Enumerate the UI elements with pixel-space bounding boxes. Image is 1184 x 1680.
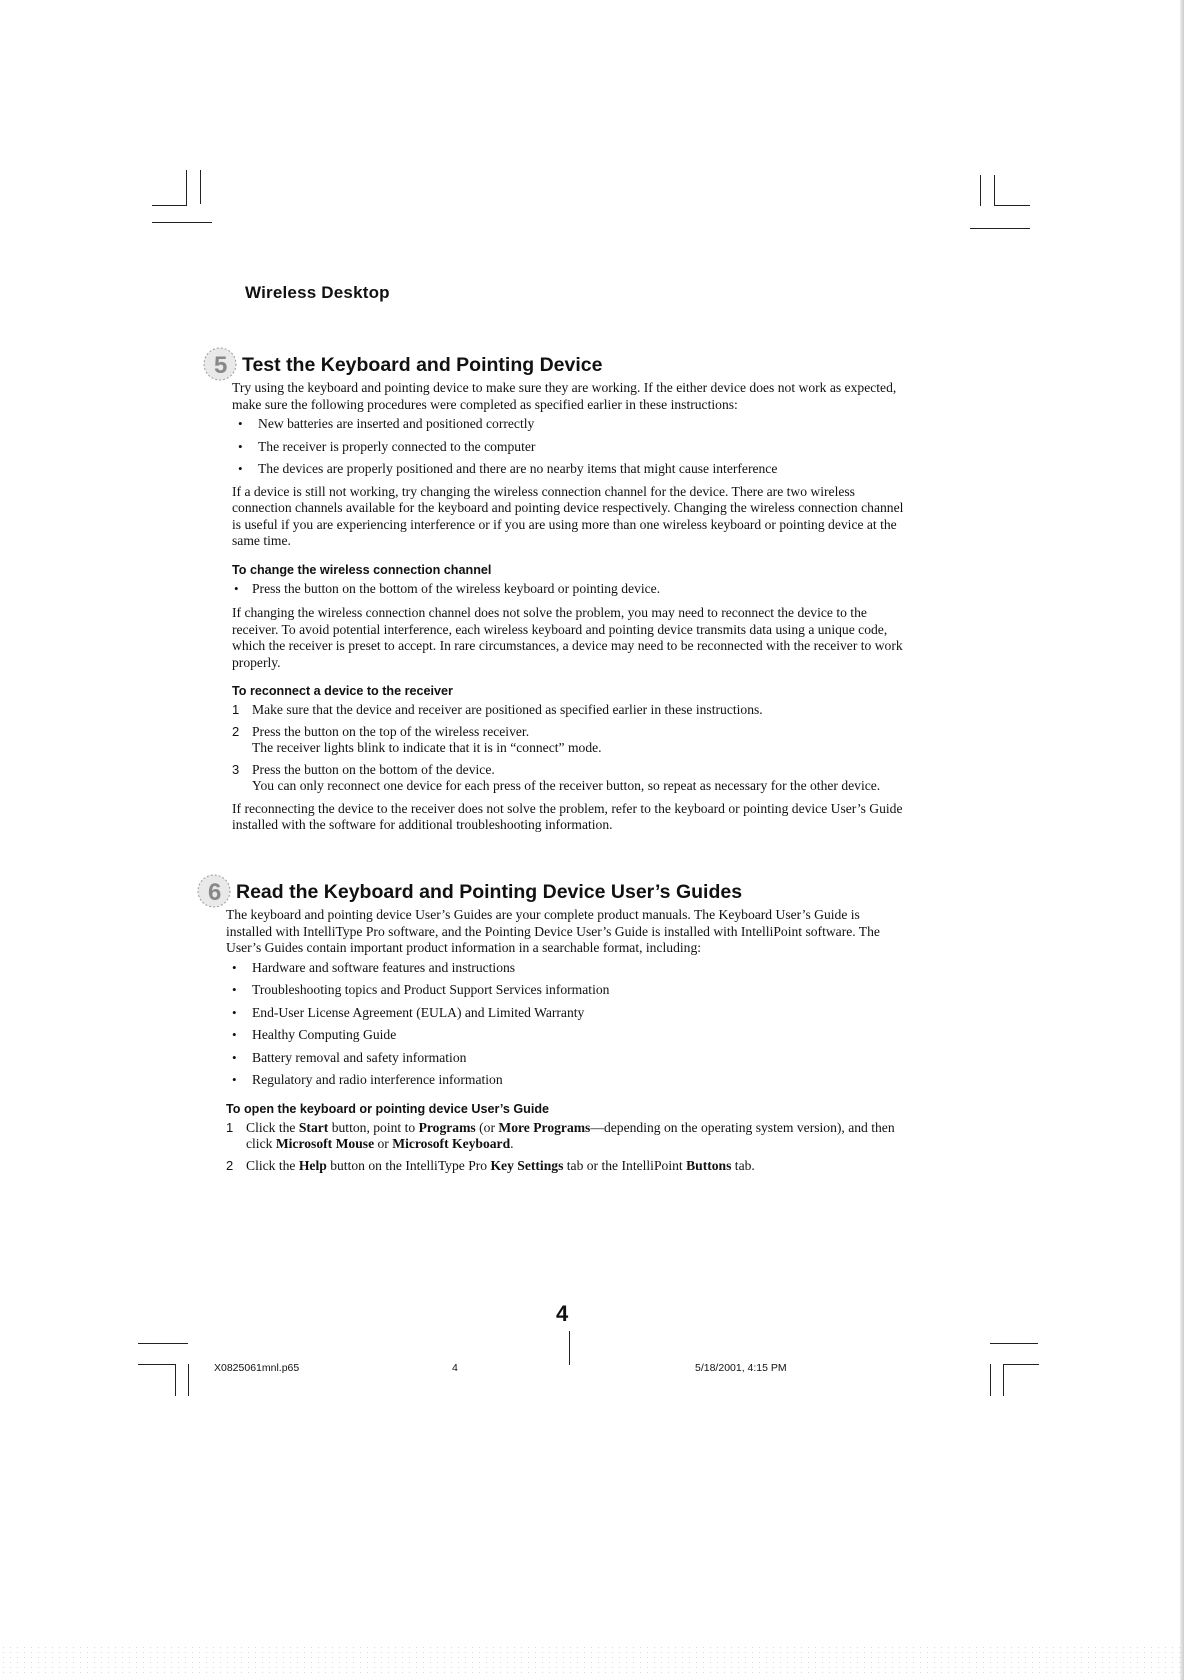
crop-mark (138, 1343, 188, 1344)
crop-mark (994, 175, 995, 206)
crop-mark (138, 1364, 176, 1365)
step-text: tab or the IntelliPoint (563, 1157, 687, 1173)
crop-mark (1003, 1364, 1039, 1365)
footer-page: 4 (452, 1362, 458, 1374)
list-item: • Hardware and software features and instructions (232, 959, 516, 975)
scan-noise (0, 1645, 1184, 1675)
list-item: • Battery removal and safety information (232, 1049, 467, 1065)
step-note: The receiver lights blink to indicate that it is in “connect” mode. (252, 740, 602, 755)
running-header: Wireless Desktop (245, 283, 390, 302)
subhead-open-guide: To open the keyboard or pointing device User’s Guide (226, 1101, 550, 1116)
footer-datetime: 5/18/2001, 4:15 PM (695, 1362, 787, 1374)
open-guide-steps (226, 1120, 904, 1175)
list-item: • New batteries are inserted and positioned correctly (238, 416, 535, 431)
section-read-guides (208, 879, 904, 1180)
guide-contents-list (226, 960, 904, 1089)
page-number: 4 (556, 1301, 569, 1326)
list-item: • Regulatory and radio interference information (232, 1072, 503, 1087)
crop-mark (188, 1364, 189, 1396)
crop-mark (990, 1343, 1038, 1344)
step-item (232, 762, 904, 795)
crop-mark (200, 170, 201, 204)
step-text: (or (475, 1119, 499, 1135)
list-item-text: Press the button on the bottom of the wireless keyboard or pointing device. (252, 580, 661, 596)
step-badge-5-icon (202, 346, 242, 382)
step-number: 3 (232, 761, 240, 777)
step-text: button on the IntelliType Pro (326, 1157, 491, 1173)
step-item (232, 702, 904, 719)
step-text: —depending on the operating system version), and then click (246, 1119, 895, 1151)
list-item: • The devices are properly positioned and there are no nearby items that might cause interference (238, 461, 778, 476)
reconnect-paragraph: If changing the wireless connection channel does not solve the problem, you may need to reconnect the device to the receiver. To avoid potential interference, each wireless keyboard and pointing device transmits data using a unique code, which the receiver is preset to accept. In rare circumstances, a device may need to be reconnected with the receiver to work properly. (232, 605, 903, 670)
crop-mark (980, 175, 981, 206)
list-item-text: The receiver is properly connected to the computer (258, 438, 536, 454)
list-item-text: Battery removal and safety information (252, 1049, 467, 1065)
list-item: • Healthy Computing Guide (232, 1027, 397, 1042)
list-item-text: Healthy Computing Guide (252, 1027, 397, 1042)
channel-paragraph: If a device is still not working, try changing the wireless connection channel for the device. There are two wireless connection channels available for the keyboard and pointing device respectively. Changing the wireless connection channel is useful if you are experiencing interference or if you are using more than one wireless keyboard or pointing device at the same time. (232, 483, 904, 548)
ui-term-more-programs: More Programs (498, 1119, 591, 1135)
list-item-text: Hardware and software features and instructions (252, 959, 516, 975)
list-item: • The receiver is properly connected to the computer (238, 438, 536, 454)
crop-mark (1003, 1364, 1004, 1396)
step-number: 2 (232, 723, 240, 739)
crop-mark (152, 205, 187, 206)
crop-mark (175, 1364, 176, 1396)
list-item: • Troubleshooting topics and Product Support Services information (232, 982, 610, 997)
list-item: • End-User License Agreement (EULA) and Limited Warranty (232, 1004, 585, 1020)
step-text: button, point to (328, 1119, 419, 1135)
list-item-text: The devices are properly positioned and there are no nearby items that might cause interference (258, 461, 778, 476)
step-number: 2 (226, 1157, 234, 1173)
step-text: . (510, 1136, 514, 1151)
list-item-text: End-User License Agreement (EULA) and Limited Warranty (252, 1004, 585, 1020)
ui-term-key-settings: Key Settings (490, 1157, 564, 1173)
ui-term-help: Help (298, 1157, 327, 1173)
channel-list (232, 581, 904, 598)
footer-filename: X0825061mnl.p65 (214, 1362, 300, 1374)
ui-term-start: Start (298, 1119, 329, 1135)
step-text: Click the (246, 1119, 299, 1135)
ui-term-microsoft-keyboard: Microsoft Keyboard (392, 1136, 511, 1151)
step-text: Make sure that the device and receiver are positioned as specified earlier in these instructions. (252, 702, 763, 717)
page-number-rule (569, 1331, 570, 1365)
step-text: Click the (246, 1157, 299, 1173)
step-item (226, 1120, 904, 1153)
ui-term-microsoft-mouse: Microsoft Mouse (275, 1136, 375, 1151)
subhead-reconnect: To reconnect a device to the receiver (232, 684, 453, 698)
crop-mark (152, 222, 212, 223)
step-text: or (374, 1136, 393, 1151)
subhead-change-channel: To change the wireless connection channel (232, 562, 492, 577)
intro-paragraph: Try using the keyboard and pointing device to make sure they are working. If the either device does not work as expected, make sure the following procedures were completed as specified earlier in these instructions: (232, 380, 897, 412)
ui-term-programs: Programs (418, 1119, 476, 1135)
list-item-text: Regulatory and radio interference information (252, 1072, 503, 1087)
step-text: Press the button on the top of the wireless receiver. (252, 723, 530, 739)
step-text: tab. (731, 1157, 755, 1173)
intro-paragraph: The keyboard and pointing device User’s Guides are your complete product manuals. The Keyboard User’s Guide is installed with IntelliType Pro software, and the Pointing Device User’s Guide is installed with IntelliPoint software. The User’s Guides contain important product information in a searchable format, including: (226, 907, 880, 955)
section-test-devices (214, 352, 904, 834)
step-badge-6-icon (196, 873, 236, 909)
section-title: Test the Keyboard and Pointing Device (242, 354, 603, 376)
crop-mark (990, 1364, 991, 1396)
reconnect-steps (232, 702, 904, 795)
step-text: Press the button on the bottom of the device. (252, 761, 495, 777)
step-number: 1 (232, 702, 240, 717)
step-number: 5 (214, 352, 228, 379)
troubleshoot-paragraph: If reconnecting the device to the receiver does not solve the problem, refer to the keyboard or pointing device User’s Guide installed with the software for additional troubleshooting information. (232, 800, 903, 832)
step-number: 1 (226, 1119, 234, 1135)
step-item (226, 1158, 904, 1175)
list-item-text: New batteries are inserted and positioned correctly (258, 416, 535, 431)
step-item (232, 724, 904, 757)
step-note: You can only reconnect one device for each press of the receiver button, so repeat as necessary for the other device. (252, 778, 881, 793)
list-item-text: Troubleshooting topics and Product Support Services information (252, 982, 610, 997)
ui-term-buttons: Buttons (686, 1157, 732, 1173)
step-number: 6 (208, 879, 222, 906)
page-edge-shadow (1180, 0, 1184, 1680)
crop-mark (994, 205, 1030, 206)
list-item: • Press the button on the bottom of the wireless keyboard or pointing device. (234, 580, 661, 596)
crop-mark (186, 170, 187, 206)
section-title: Read the Keyboard and Pointing Device User’s Guides (236, 881, 743, 903)
crop-mark (970, 228, 1030, 229)
checklist (232, 416, 904, 478)
